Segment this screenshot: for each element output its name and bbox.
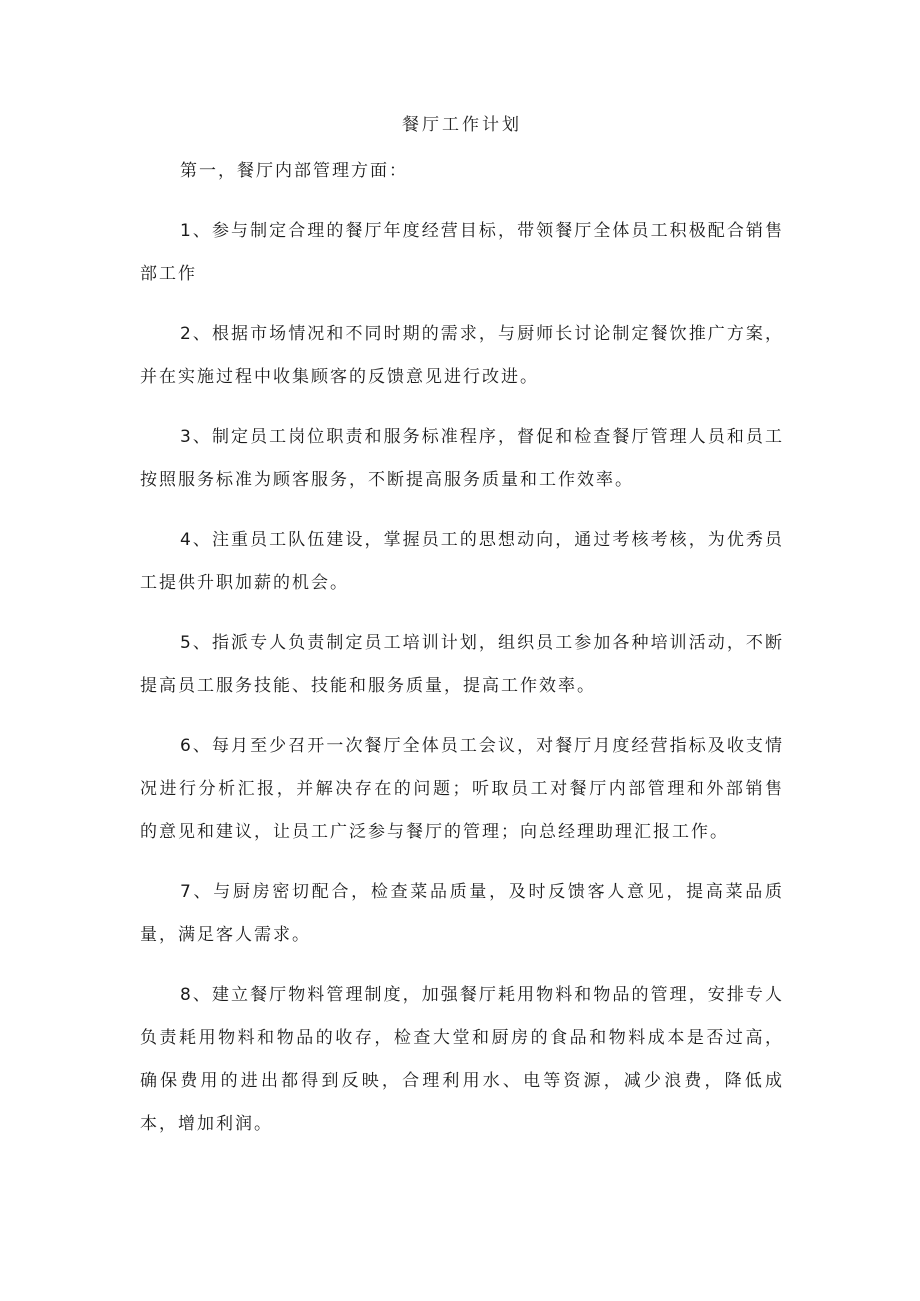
paragraph-2: 2、根据市场情况和不同时期的需求，与厨师长讨论制定餐饮推广方案，并在实施过程中收集顾客的反馈意见进行改进。: [140, 324, 784, 387]
document-title: 餐厅工作计划: [402, 115, 522, 135]
paragraph-6: 6、每月至少召开一次餐厅全体员工会议，对餐厅月度经营指标及收支情况进行分析汇报，并解决存在的问题；听取员工对餐厅内部管理和外部销售的意见和建议，让员工广泛参与餐厅的管理；向总经理助理汇报工作。: [140, 736, 784, 842]
paragraph-4: 4、注重员工队伍建设，掌握员工的思想动向，通过考核考核，为优秀员工提供升职加薪的机会。: [140, 530, 784, 593]
paragraph-7: 7、与厨房密切配合，检查菜品质量，及时反馈客人意见，提高菜品质量，满足客人需求。: [140, 882, 784, 945]
section-heading: 第一，餐厅内部管理方面：: [180, 161, 408, 181]
paragraph-3: 3、制定员工岗位职责和服务标准程序，督促和检查餐厅管理人员和员工按照服务标准为顾客服务，不断提高服务质量和工作效率。: [140, 427, 784, 490]
paragraph-5: 5、指派专人负责制定员工培训计划，组织员工参加各种培训活动，不断提高员工服务技能、技能和服务质量，提高工作效率。: [140, 633, 784, 696]
paragraph-1: 1、参与制定合理的餐厅年度经营目标，带领餐厅全体员工积极配合销售部工作: [140, 221, 784, 284]
document-page: [140, 100, 784, 1163]
paragraph-8: 8、建立餐厅物料管理制度，加强餐厅耗用物料和物品的管理，安排专人负责耗用物料和物品的收存，检查大堂和厨房的食品和物料成本是否过高，确保费用的进出都得到反映，合理利用水、电等资源，减少浪费，降低成本，增加利润。: [140, 985, 784, 1134]
